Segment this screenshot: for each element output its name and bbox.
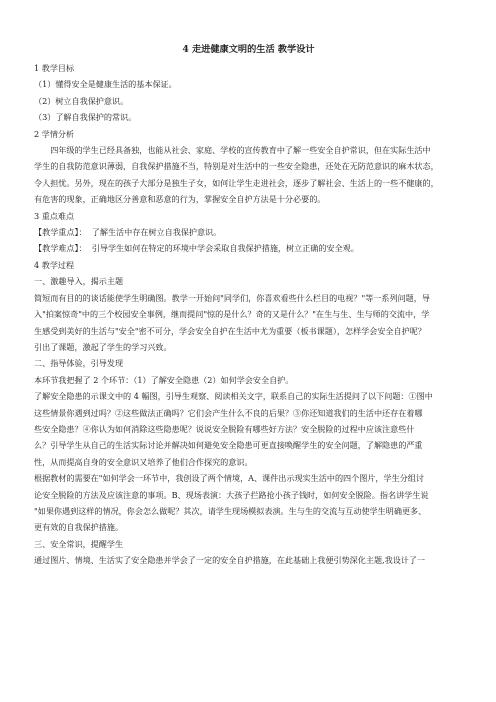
document-title: 4 走进健康文明的生活 教学设计 — [182, 44, 315, 55]
body-line: 更有效的自我保护措施。 — [34, 522, 124, 533]
body-line: 引出了课题，激起了学生的学习兴致。 — [34, 341, 172, 352]
objective-item: （3）了解自我保护的常识。 — [34, 112, 137, 123]
analysis-line: 令人担忧。另外，现在的孩子大部分是独生子女，如何让学生走进社会，逐步了解社会、生活上的一些不健康的， — [34, 177, 439, 188]
body-line: 么？引导学生从自己的生活实际讨论并解决如何避免安全隐患可更直接唤醒学生的安全问题，了解隐患的严重 — [34, 440, 423, 451]
keypoint-focus-label: 【教学重点】： — [34, 227, 87, 238]
body-line: 通过图片、情境、生活实了安全隐患并学会了一定的安全自护措施，在此基础上我便引势深化主题,我设计了一 — [34, 555, 426, 566]
body-line: 了解安全隐患的示课文中的 4 幅图，引导生观察、阅读相关文字，联系自己的实际生活提问了以下问题：①图中 — [34, 391, 433, 402]
body-line: 本环节我把握了 2 个环节：（1）了解安全隐患（2）如何学会安全自护。 — [34, 374, 294, 385]
keypoint-focus — [34, 224, 463, 240]
section-heading-objectives: 1 教学目标 — [34, 63, 75, 73]
body-line: 论安全脱险的方法及应该注意的事项。B、现场表演：大孩子拦路抢小孩子钱时，如何安全脱险。指名讲学生说 — [34, 489, 429, 500]
analysis-line: 四年级的学生已经具备独，也能从社会、家庭、学校的宣传教育中了解一些安全自护常识，但在实际生活中 — [50, 145, 431, 156]
analysis-line: 学生的自我防范意识薄弱，自我保护措施不当，特别是对生活中的一些安全隐患，还处在无防范意识的麻木状态， — [34, 161, 439, 172]
section-heading-process: 4 教学过程 — [34, 259, 75, 270]
body-line: 这些情景你遇到过吗？②这些做法正确吗？它们会产生什么不良的后果？③你还知道我们的生活中还存在着哪 — [34, 407, 423, 418]
body-line: 些安全隐患？④你认为如何消除这些隐患呢？说说安全脱险有哪些好方法？安全脱险的过程中应该注意些什 — [34, 423, 415, 434]
keypoint-difficulty — [34, 240, 463, 256]
section-heading-analysis: 2 学情分析 — [34, 128, 75, 139]
objective-item: （1）懂得安全是健康生活的基本保证。 — [34, 79, 177, 90]
body-line: 性，从而提高自身的安全意识又培养了他们合作探究的意识。 — [34, 456, 253, 467]
objective-item: （2）树立自我保护意识。 — [34, 95, 129, 106]
body-line: 根据教材的需要在"如何学会一环节中，我创设了两个情境，A、课件出示现实生活中的四个图片，学生分组讨 — [34, 473, 424, 484]
keypoint-focus-text: 了解生活中存在树立自我保护意识。 — [91, 227, 222, 238]
body-line: "如果你遇到这样的情况，你会怎么做呢？其次，请学生现场模拟表演。生与生的交流与互动使学生明确更多、 — [34, 505, 427, 516]
analysis-line: 有危害的现象，正确地区分善意和恶意的行为，掌握安全自护方法是十分必要的。 — [34, 194, 326, 205]
section-heading-keypoints: 3 重点难点 — [34, 210, 75, 221]
body-line: 生感受到美好的生活与"安全"密不可分，学会安全自护在生活中尤为重要（板书课题），怎样学会安全自护呢？ — [34, 325, 426, 336]
subsection-heading: 二、指导体验，引导发现 — [34, 358, 124, 369]
body-line: 入"拍案惊奇"中的三个校园安全事例，继而提问"惊的是什么？奇的又是什么？"在生与生、生与师的交流中，学 — [34, 309, 430, 320]
body-line: 简短而有目的的谈话能使学生明确图。教学一开始问"同学们，你喜欢看些什么栏目的电视？"等一系列问题，导 — [34, 292, 430, 303]
keypoint-difficulty-text: 引导学生如何在特定的环境中学会采取自我保护措施，树立正确的安全观。 — [91, 243, 359, 254]
subsection-heading: 一、激趣导入，揭示主题 — [34, 276, 124, 287]
keypoint-difficulty-label: 【教学难点】： — [34, 243, 87, 254]
subsection-heading: 三、安全常识，提醒学生 — [34, 538, 124, 549]
